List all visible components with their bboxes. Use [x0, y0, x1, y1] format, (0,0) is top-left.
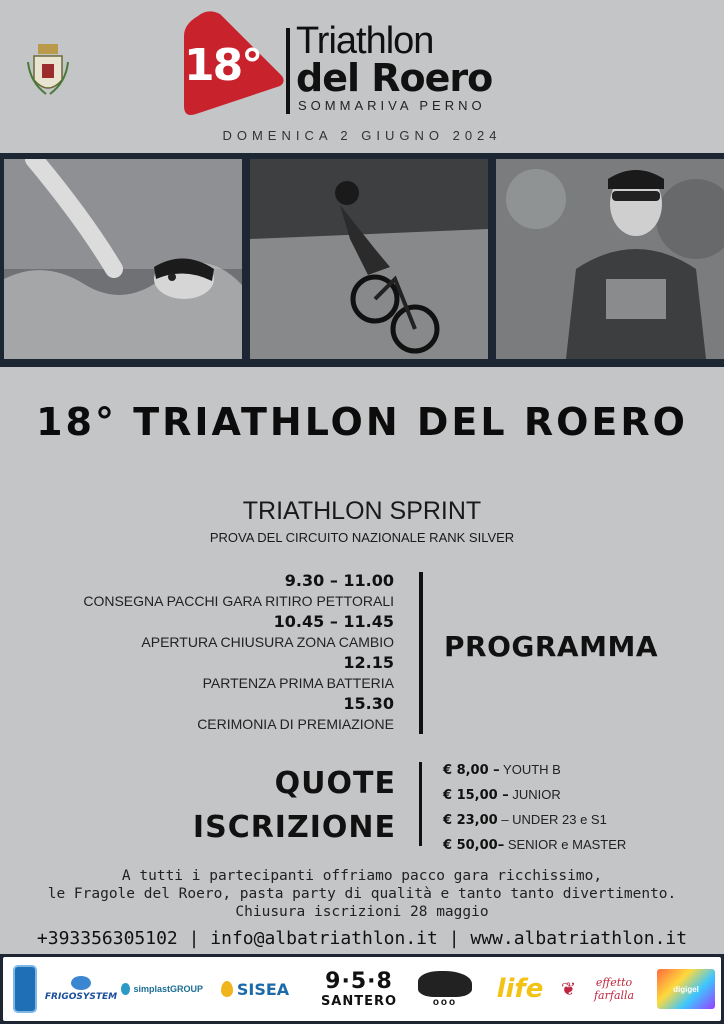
schedule-time: 12.15 [343, 653, 394, 672]
main-title: 18° TRIATHLON DEL ROERO [36, 400, 688, 444]
quote-title-line1: QUOTE [274, 766, 396, 801]
logo-title-line2: del Roero [296, 56, 493, 100]
swimmer-photo [4, 159, 242, 359]
sponsor-name: effetto farfalla [593, 976, 635, 1002]
sponsor-santero [311, 957, 407, 1021]
program-label: PROGRAMMA [444, 630, 658, 663]
schedule-desc: CONSEGNA PACCHI GARA RITIRO PETTORALI [83, 593, 394, 609]
schedule-list [40, 570, 394, 734]
schedule-divider [419, 572, 423, 734]
sponsor-panel [3, 957, 721, 1021]
info-text [0, 867, 724, 921]
fee-price: € 8,00 – [443, 763, 500, 778]
cyclist-photo [250, 159, 488, 359]
photo-strip [0, 153, 724, 367]
sponsor-effetto-farfalla [561, 957, 649, 1021]
contact-line: +393356305102 | info@albatriathlon.it | www.albatriathlon.it [36, 928, 688, 949]
sponsor-can-logo [7, 957, 43, 1021]
sponsor-digigel [655, 957, 717, 1021]
runner-photo [496, 159, 724, 359]
logo-title-line1: Triathlon [296, 20, 434, 62]
fee-category: – UNDER 23 e S1 [497, 812, 607, 827]
sponsor-sisea [209, 957, 301, 1021]
quote-title [193, 762, 396, 850]
schedule-desc: CERIMONIA DI PREMIAZIONE [197, 716, 394, 732]
fee-row [443, 808, 626, 833]
fee-list [443, 758, 626, 858]
sponsor-name: life [496, 974, 544, 1004]
sponsor-bar [0, 954, 724, 1024]
schedule-desc: PARTENZA PRIMA BATTERIA [202, 675, 394, 691]
quote-divider [419, 762, 422, 846]
town-crest-icon [26, 42, 70, 100]
sponsor-number: 9·5·8 [325, 968, 393, 994]
can-icon [13, 965, 37, 1013]
sponsor-name: ooo [432, 996, 458, 1008]
schedule-time: 9.30 – 11.00 [284, 571, 394, 590]
fee-row [443, 783, 626, 808]
sponsor-name: SANTERO [320, 993, 398, 1009]
info-line: Chiusura iscrizioni 28 maggio [235, 904, 489, 920]
quote-title-line2: ISCRIZIONE [192, 810, 396, 845]
schedule-item [40, 652, 394, 693]
logo-number: 18° [184, 40, 262, 91]
fee-row [443, 758, 626, 783]
logo-location: SOMMARIVA PERNO [298, 98, 486, 113]
race-subtitle: PROVA DEL CIRCUITO NAZIONALE RANK SILVER [209, 530, 515, 545]
schedule-time: 15.30 [343, 694, 394, 713]
sponsor-name: digigel [657, 969, 715, 1009]
sponsor-name: SISEA [236, 979, 290, 999]
fee-row [443, 833, 626, 858]
schedule-desc: APERTURA CHIUSURA ZONA CAMBIO [141, 634, 394, 650]
race-type: TRIATHLON SPRINT [242, 497, 482, 525]
globe-icon [71, 976, 91, 990]
fee-category: JUNIOR [508, 787, 561, 802]
logo-divider [286, 28, 290, 114]
sponsor-name: FRIGOSYSTEM [44, 992, 118, 1002]
drop-icon [221, 981, 233, 997]
schedule-item [40, 693, 394, 734]
simplast-icon [121, 983, 130, 995]
schedule-item [40, 611, 394, 652]
schedule-time: 10.45 – 11.45 [273, 612, 394, 631]
fee-price: € 15,00 – [443, 788, 509, 803]
sponsor-name: simplastGROUP [133, 984, 203, 994]
info-line: le Fragole del Roero, pasta party di qualità e tanto tanto divertimento. [47, 886, 677, 902]
schedule-item [40, 570, 394, 611]
butterfly-icon: ❦ [561, 978, 577, 999]
fee-category: YOUTH B [499, 762, 561, 777]
rhino-icon [418, 971, 472, 997]
sponsor-frigosystem [44, 957, 118, 1021]
fee-price: € 23,00 [443, 813, 498, 828]
event-date: DOMENICA 2 GIUGNO 2024 [222, 128, 502, 143]
sponsor-simplast [121, 957, 203, 1021]
info-line: A tutti i partecipanti offriamo pacco gara ricchissimo, [121, 868, 603, 884]
fee-category: SENIOR e MASTER [504, 837, 627, 852]
sponsor-life [485, 957, 555, 1021]
fee-price: € 50,00– [443, 838, 505, 853]
sponsor-rhino [411, 957, 479, 1021]
